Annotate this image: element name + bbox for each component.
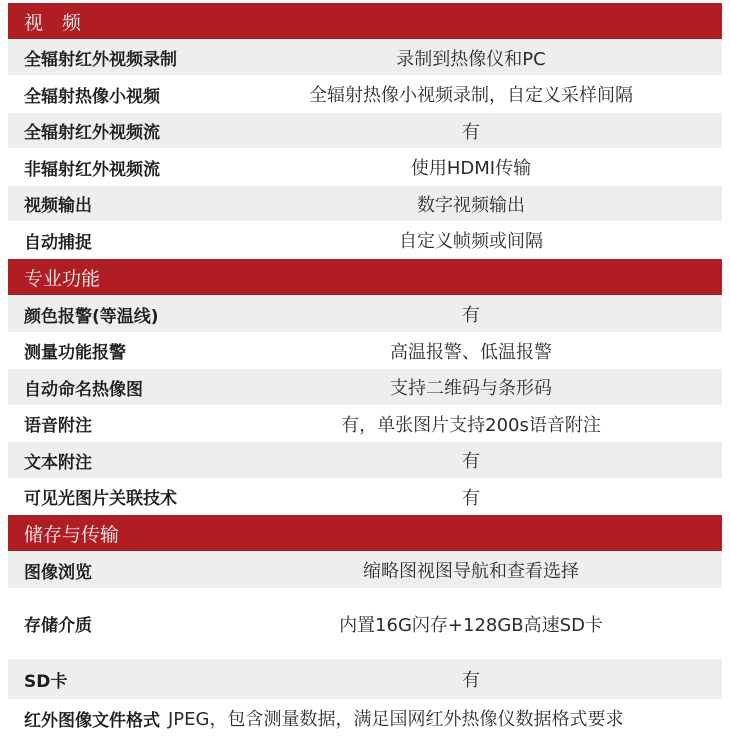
table-row — [8, 700, 722, 736]
section-title: 专业功能 — [24, 267, 101, 290]
row-label: 非辐射红外视频流 — [24, 159, 160, 180]
row-label: 红外图像文件格式 — [24, 710, 160, 731]
row-label: 图像浏览 — [24, 562, 92, 583]
row-value: 有 — [462, 670, 480, 691]
row-label: 全辐射热像小视频 — [24, 86, 160, 107]
table-row — [8, 296, 722, 332]
table-row — [8, 659, 722, 699]
row-value: 有 — [462, 305, 480, 326]
row-value: 全辐射热像小视频录制，自定义采样间隔 — [309, 85, 633, 106]
row-label: 自动捕捉 — [24, 232, 92, 253]
table-row — [8, 442, 722, 478]
row-label: 视频输出 — [24, 196, 92, 216]
table-row — [8, 369, 722, 405]
row-value: 缩略图视图导航和查看选择 — [363, 561, 579, 582]
table-row — [8, 333, 722, 368]
row-label: 自动命名热像图 — [24, 379, 143, 400]
table-row — [8, 40, 722, 75]
table-row — [8, 479, 722, 514]
table-row — [8, 149, 722, 185]
row-value: 支持二维码与条形码 — [390, 378, 552, 399]
table-row — [8, 589, 722, 658]
section-header-professional — [8, 259, 722, 295]
row-value: 使用HDMI传输 — [410, 158, 532, 179]
row-value: 有 — [462, 487, 480, 509]
table-row — [8, 406, 722, 441]
row-label: 全辐射红外视频录制 — [24, 50, 177, 70]
section-header-storage — [8, 515, 722, 551]
table-row — [8, 222, 722, 258]
row-value: 有 — [462, 121, 480, 143]
row-label: 颜色报警(等温线) — [24, 306, 159, 327]
row-label: 全辐射红外视频流 — [24, 123, 160, 143]
row-value: 录制到热像仪和PC — [396, 48, 546, 70]
section-header-video — [8, 3, 722, 39]
row-value: 数字视频输出 — [417, 194, 525, 216]
row-label: 测量功能报警 — [24, 343, 126, 363]
row-value: 有 — [462, 451, 480, 472]
section-title: 视 频 — [24, 11, 82, 34]
row-label: 语音附注 — [24, 416, 92, 436]
spec-table — [8, 0, 722, 737]
row-label: SD卡 — [24, 671, 68, 692]
row-value: 自定义帧频或间隔 — [399, 231, 543, 252]
row-value: JPEG，包含测量数据，满足国网红外热像仪数据格式要求 — [168, 709, 624, 730]
row-label: 文本附注 — [24, 452, 92, 473]
table-row — [8, 113, 722, 148]
table-row — [8, 186, 722, 221]
table-row — [8, 76, 722, 112]
row-label: 可见光图片关联技术 — [24, 489, 177, 509]
row-label: 存储介质 — [24, 616, 92, 636]
row-value: 内置16G闪存+128GB高速SD卡 — [339, 614, 603, 636]
section-title: 储存与传输 — [24, 523, 120, 546]
row-value: 高温报警、低温报警 — [390, 341, 552, 363]
row-value: 有，单张图片支持200s语音附注 — [341, 414, 601, 436]
table-row — [8, 552, 722, 588]
